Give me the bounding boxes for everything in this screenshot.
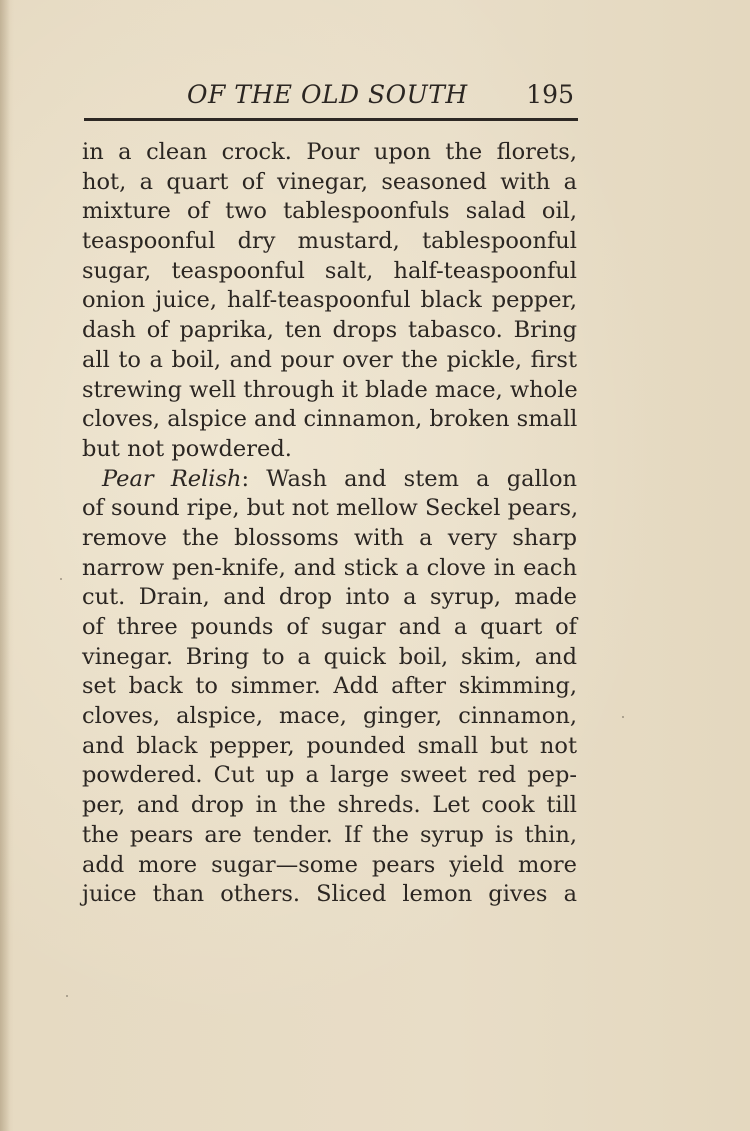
page-number: 195	[526, 80, 574, 109]
text-line: vinegar. Bring to a quick boil, skim, and	[82, 643, 577, 670]
text-line: mixture of two tablespoonfuls salad oil,	[82, 198, 577, 225]
text-line: of sound ripe, but not mellow Seckel pears,	[82, 495, 579, 522]
text-line: sugar, teaspoonful salt, half-teaspoonful	[82, 257, 577, 284]
text-line: remove the blossoms with a very sharp	[82, 524, 577, 551]
text-line: set back to simmer. Add after skimming,	[82, 673, 577, 700]
text-line: per, and drop in the shreds. Let cook till	[82, 792, 577, 819]
text-line: the pears are tender. If the syrup is thin,	[82, 821, 577, 848]
header-rule	[84, 118, 578, 121]
text-line: all to a boil, and pour over the pickle, first	[82, 346, 577, 373]
text-line: cloves, alspice and cinnamon, broken small	[82, 406, 578, 433]
running-title: OF THE OLD SOUTH	[187, 80, 468, 109]
paper-speck	[622, 716, 624, 718]
text-line: dash of paprika, ten drops tabasco. Bring	[82, 317, 577, 344]
text-line: juice than others. Sliced lemon gives a	[82, 881, 577, 908]
paper-speck	[60, 578, 62, 580]
text-line: hot, a quart of vinegar, seasoned with a	[82, 168, 577, 195]
pear-relish-first-line	[82, 465, 577, 495]
body-text	[82, 138, 577, 910]
spine-shadow	[0, 0, 10, 1131]
page-header	[84, 80, 576, 114]
text-line: of three pounds of sugar and a quart of	[82, 614, 577, 640]
text-line: and black pepper, pounded small but not	[82, 732, 577, 759]
pear-relish-heading: Pear Relish	[102, 465, 242, 492]
paper-speck	[66, 995, 68, 997]
text-line: teaspoonful dry mustard, tablespoonful	[82, 228, 577, 255]
text-line: in a clean crock. Pour upon the florets,	[82, 139, 577, 165]
text-line: add more sugar—some pears yield more	[82, 851, 577, 878]
text-line: cut. Drain, and drop into a syrup, made	[82, 584, 577, 611]
text-line: but not powdered.	[82, 435, 292, 462]
pear-relish-intro: : Wash and stem a gallon	[241, 465, 577, 492]
text-line: onion juice, half-teaspoonful black pepper,	[82, 287, 577, 314]
text-line: narrow pen-knife, and stick a clove in each	[82, 554, 577, 581]
text-line: cloves, alspice, mace, ginger, cinnamon,	[82, 703, 577, 730]
text-line: strewing well through it blade mace, whole	[82, 376, 578, 403]
text-line: powdered. Cut up a large sweet red pep-	[82, 762, 577, 789]
